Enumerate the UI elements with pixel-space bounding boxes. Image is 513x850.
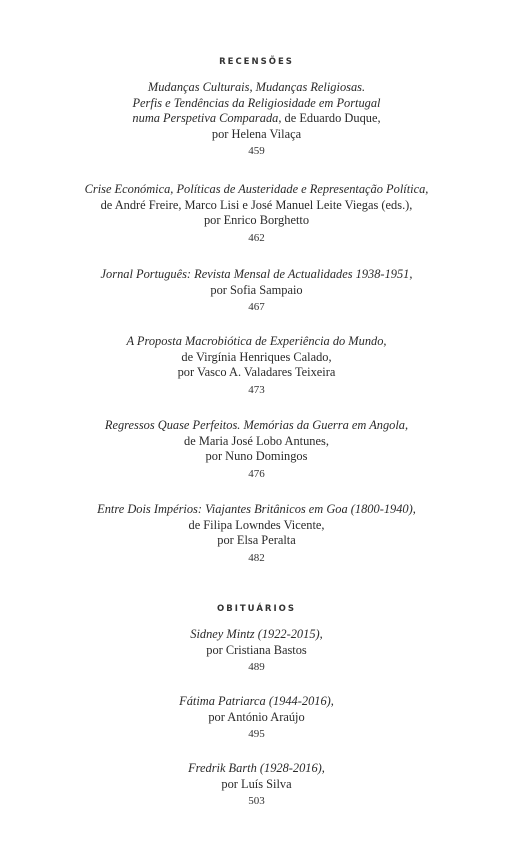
obituary-author: por Luís Silva (221, 776, 292, 791)
obituary-title: Fredrik Barth (1928-2016), (188, 761, 325, 775)
reviewer-name: por Enrico Borghetto (203, 213, 310, 227)
reviewer-name: por Helena Vilaça (211, 126, 302, 141)
obituary-entry (0, 627, 513, 675)
review-title: Perfis e Tendências da Religiosidade em Portugal (132, 95, 381, 110)
review-author: de Maria José Lobo Antunes, (184, 433, 329, 448)
review-author: de Filipa Lowndes Vicente, (188, 517, 325, 532)
review-entry (0, 80, 513, 159)
page-number: 473 (248, 383, 265, 396)
review-author: , de Eduardo Duque, (278, 111, 381, 125)
obituary-entry (0, 761, 513, 809)
reviewer-name: por Elsa Peralta (217, 533, 296, 547)
obituary-author: por Cristiana Bastos (206, 642, 307, 657)
page-number: 482 (248, 551, 265, 564)
obituary-title: Sidney Mintz (1922-2015), (190, 627, 323, 641)
page-number: 462 (248, 231, 265, 244)
page-number: 476 (248, 467, 265, 480)
obituary-title: Fátima Patriarca (1944-2016), (179, 694, 334, 708)
review-title: A Proposta Macrobiótica de Experiência do Mundo, (126, 334, 387, 348)
review-entry (0, 502, 513, 566)
review-entry (0, 334, 513, 398)
recensoes-heading: RECENSÕES (219, 57, 294, 67)
review-title: Mudanças Culturais, Mudanças Religiosas. (147, 80, 366, 94)
page-number: 489 (248, 661, 265, 673)
page-number: 503 (248, 795, 265, 807)
page-number: 459 (248, 145, 265, 157)
review-author: de André Freire, Marco Lisi e José Manuel Leite Viegas (eds.), (100, 197, 413, 212)
obituary-entry (0, 694, 513, 742)
reviewer-name: por Nuno Domingos (205, 449, 308, 463)
obituary-author: por António Araújo (208, 709, 305, 724)
review-title: Entre Dois Impérios: Viajantes Britânicos em Goa (1800-1940), (97, 502, 416, 516)
review-title: Crise Económica, Políticas de Austeridade e Representação Política, (84, 182, 429, 196)
reviewer-name: por Vasco A. Valadares Teixeira (177, 365, 336, 379)
review-title: numa Perspetiva Comparada (132, 111, 279, 125)
review-entry (0, 267, 513, 315)
reviewer-name: por Sofia Sampaio (210, 282, 303, 297)
review-entry (0, 182, 513, 246)
review-author: de Virgínia Henriques Calado, (181, 349, 332, 364)
review-entry (0, 418, 513, 482)
page-number: 495 (248, 728, 265, 740)
review-title: Regressos Quase Perfeitos. Memórias da Guerra em Angola, (104, 418, 409, 432)
obituarios-heading: OBITUÁRIOS (217, 604, 296, 614)
page-number: 467 (248, 301, 265, 313)
review-title: Jornal Português: Revista Mensal de Actualidades 1938-1951, (100, 267, 413, 281)
